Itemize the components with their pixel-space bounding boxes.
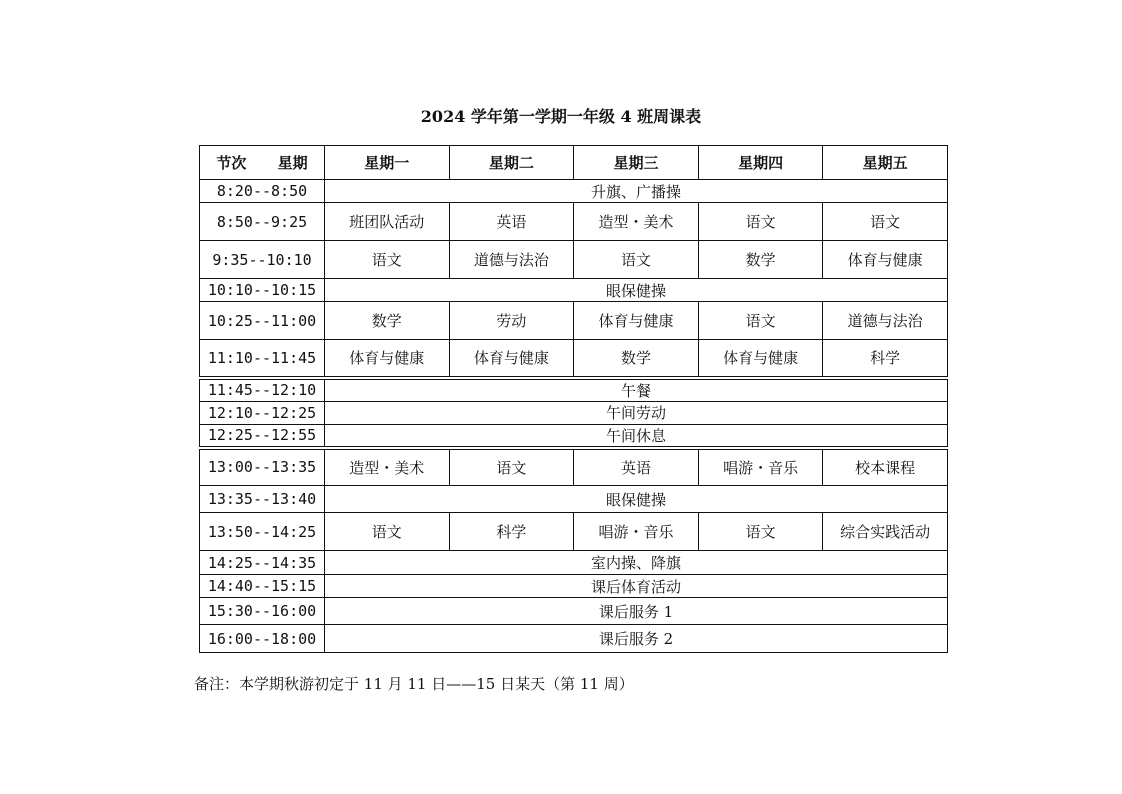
activity-cell: 升旗、广播操	[325, 180, 948, 203]
timetable	[199, 145, 948, 653]
subject-cell: 语文	[698, 302, 823, 340]
activity-cell: 午间劳动	[325, 401, 948, 424]
day-header: 星期二	[449, 146, 574, 180]
subject-cell: 体育与健康	[823, 241, 948, 279]
time-slot: 9:35--10:10	[200, 241, 325, 279]
time-slot: 8:20--8:50	[200, 180, 325, 203]
day-header: 星期一	[325, 146, 450, 180]
timetable-row	[200, 486, 948, 513]
timetable-row	[200, 378, 948, 402]
subject-cell: 语文	[823, 203, 948, 241]
time-slot: 12:25--12:55	[200, 424, 325, 448]
timetable-row	[200, 448, 948, 486]
weekday-label: 星期	[277, 154, 308, 172]
activity-cell: 课后服务 1	[325, 598, 948, 625]
subject-cell: 语文	[325, 241, 450, 279]
time-slot: 11:45--12:10	[200, 378, 325, 402]
time-slot: 11:10--11:45	[200, 340, 325, 378]
subject-cell: 造型・美术	[325, 448, 450, 486]
subject-cell: 语文	[698, 513, 823, 551]
timetable-row	[200, 401, 948, 424]
subject-cell: 数学	[574, 340, 699, 378]
time-slot: 10:25--11:00	[200, 302, 325, 340]
page-title: 2024 学年第一学期一年级 4 班周课表	[420, 107, 702, 126]
subject-cell: 道德与法治	[823, 302, 948, 340]
timetable-row	[200, 203, 948, 241]
subject-cell: 数学	[325, 302, 450, 340]
corner-header	[200, 146, 325, 180]
time-slot: 15:30--16:00	[200, 598, 325, 625]
activity-cell: 室内操、降旗	[325, 551, 948, 575]
period-label: 节次	[216, 154, 247, 172]
subject-cell: 体育与健康	[449, 340, 574, 378]
activity-cell: 课后服务 2	[325, 625, 948, 653]
subject-cell: 科学	[449, 513, 574, 551]
subject-cell: 唱游・音乐	[574, 513, 699, 551]
subject-cell: 数学	[698, 241, 823, 279]
timetable-row	[200, 598, 948, 625]
time-slot: 8:50--9:25	[200, 203, 325, 241]
subject-cell: 语文	[574, 241, 699, 279]
subject-cell: 校本课程	[823, 448, 948, 486]
subject-cell: 体育与健康	[698, 340, 823, 378]
timetable-row	[200, 241, 948, 279]
timetable-row	[200, 340, 948, 378]
subject-cell: 英语	[449, 203, 574, 241]
timetable-row	[200, 302, 948, 340]
time-slot: 12:10--12:25	[200, 401, 325, 424]
activity-cell: 午间休息	[325, 424, 948, 448]
activity-cell: 午餐	[325, 378, 948, 402]
activity-cell: 课后体育活动	[325, 575, 948, 598]
subject-cell: 综合实践活动	[823, 513, 948, 551]
subject-cell: 劳动	[449, 302, 574, 340]
subject-cell: 语文	[325, 513, 450, 551]
subject-cell: 体育与健康	[574, 302, 699, 340]
time-slot: 13:35--13:40	[200, 486, 325, 513]
activity-cell: 眼保健操	[325, 486, 948, 513]
timetable-row	[200, 551, 948, 575]
subject-cell: 班团队活动	[325, 203, 450, 241]
time-slot: 10:10--10:15	[200, 279, 325, 302]
subject-cell: 道德与法治	[449, 241, 574, 279]
timetable-row	[200, 180, 948, 203]
time-slot: 13:00--13:35	[200, 448, 325, 486]
day-header: 星期四	[698, 146, 823, 180]
subject-cell: 语文	[698, 203, 823, 241]
subject-cell: 科学	[823, 340, 948, 378]
subject-cell: 造型・美术	[574, 203, 699, 241]
timetable-row	[200, 279, 948, 302]
time-slot: 16:00--18:00	[200, 625, 325, 653]
subject-cell: 语文	[449, 448, 574, 486]
timetable-row	[200, 575, 948, 598]
header-row	[200, 146, 948, 180]
activity-cell: 眼保健操	[325, 279, 948, 302]
footnote: 备注：本学期秋游初定于 11 月 11 日——15 日某天（第 11 周）	[194, 675, 634, 693]
timetable-row	[200, 625, 948, 653]
time-slot: 13:50--14:25	[200, 513, 325, 551]
subject-cell: 唱游・音乐	[698, 448, 823, 486]
timetable-row	[200, 424, 948, 448]
timetable-row	[200, 513, 948, 551]
day-header: 星期三	[574, 146, 699, 180]
time-slot: 14:40--15:15	[200, 575, 325, 598]
time-slot: 14:25--14:35	[200, 551, 325, 575]
day-header: 星期五	[823, 146, 948, 180]
subject-cell: 体育与健康	[325, 340, 450, 378]
subject-cell: 英语	[574, 448, 699, 486]
